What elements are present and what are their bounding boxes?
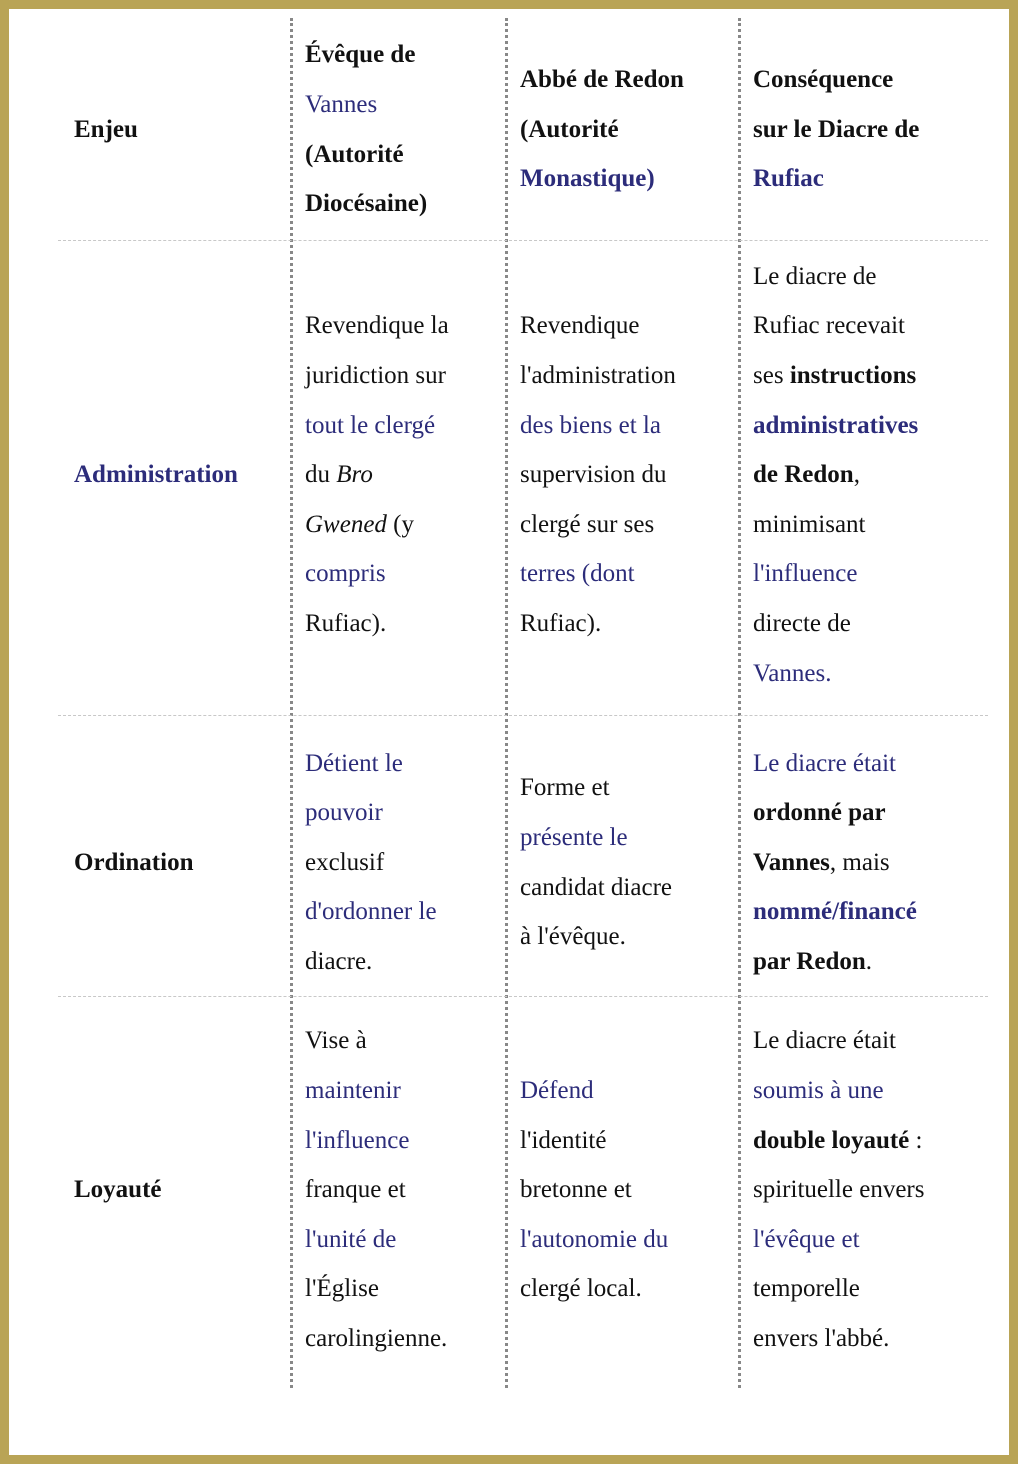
cell-administration-abbe: Revendique l'administration des biens et la supervision du clergé sur ses terres (dont Rufiac). xyxy=(520,312,676,637)
row-separator xyxy=(58,240,988,241)
row-separator xyxy=(58,715,988,716)
cell-ordination-consequence: Le diacre était ordonné par Vannes, mais nommé/financé par Redon. xyxy=(753,749,917,975)
column-separator xyxy=(505,18,508,1388)
cell-administration-eveque: Revendique la juridiction sur tout le clergé du Bro Gwened (y compris Rufiac). xyxy=(305,312,449,637)
cell-ordination-abbe: Forme et présente le candidat diacre à l'évêque. xyxy=(520,774,672,951)
header-consequence: Conséquence sur le Diacre de Rufiac xyxy=(753,66,920,193)
cell-administration-consequence: Le diacre de Rufiac recevait ses instructions administratives de Redon, minimisant l'influence directe de Vannes. xyxy=(753,262,919,687)
header-enjeu: Enjeu xyxy=(74,115,138,143)
cell-loyaute-eveque: Vise à maintenir l'influence franque et l'unité de l'Église carolingienne. xyxy=(305,1027,448,1352)
row-label-administration: Administration xyxy=(74,461,238,489)
row-label-ordination: Ordination xyxy=(74,848,194,876)
column-separator xyxy=(738,18,741,1388)
cell-loyaute-consequence: Le diacre était soumis à une double loyauté : spirituelle envers l'évêque et temporelle envers l'abbé. xyxy=(753,1027,925,1352)
header-eveque: Évêque de Vannes (Autorité Diocésaine) xyxy=(305,41,428,218)
header-abbe: Abbé de Redon (Autorité Monastique) xyxy=(520,66,684,193)
row-label-loyaute: Loyauté xyxy=(74,1176,162,1204)
cell-loyaute-abbe: Défend l'identité bretonne et l'autonomie du clergé local. xyxy=(520,1077,669,1303)
cell-ordination-eveque: Détient le pouvoir exclusif d'ordonner le diacre. xyxy=(305,749,437,975)
comparison-table xyxy=(18,18,1018,1464)
